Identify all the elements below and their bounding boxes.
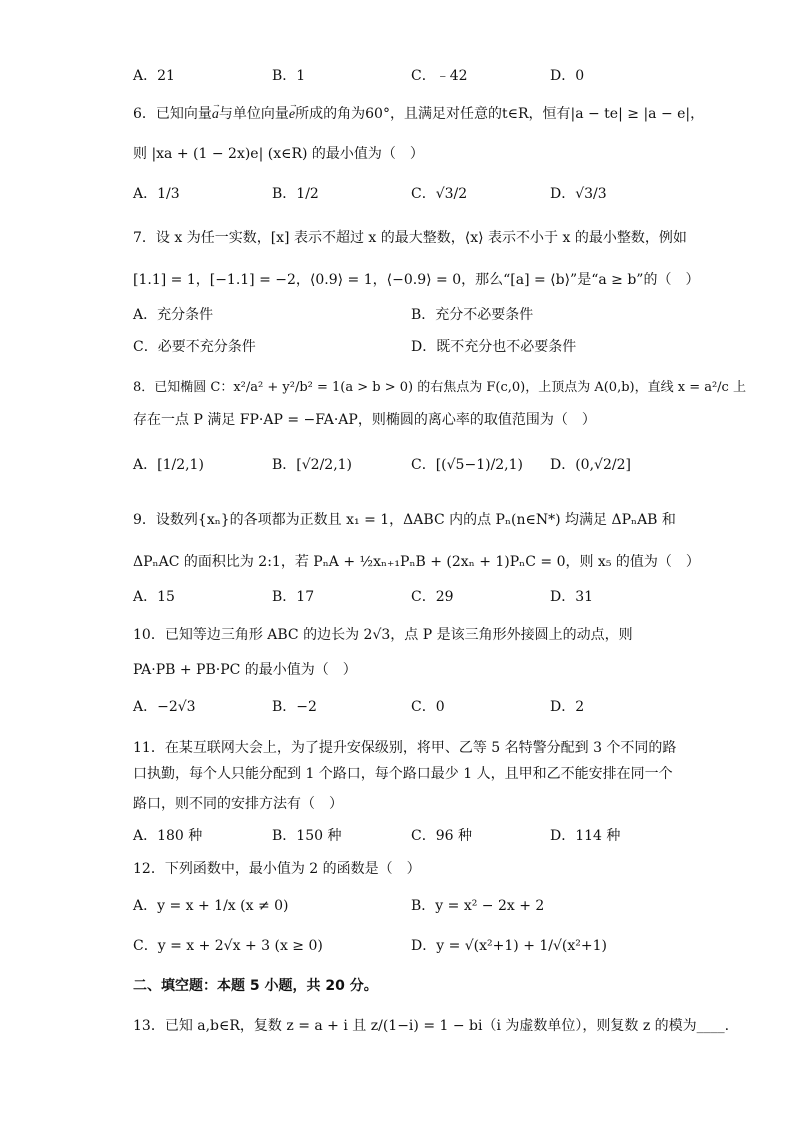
q5-option-d: D．0 xyxy=(550,68,585,84)
q8-stem-line1: 8．已知椭圆 C：x²/a² + y²/b² = 1(a > b > 0) 的右焦点为 F(c,0)，上顶点为 A(0,b)，直线 x = a²/c 上 xyxy=(133,380,746,395)
q9-stem-line1: 9．设数列{xₙ}的各项都为正数且 x₁ = 1，ΔABC 内的点 Pₙ(n∈N*) 均满足 ΔPₙAB 和 xyxy=(133,512,676,528)
q11-stem-line1: 11．在某互联网大会上，为了提升安保级别，将甲、乙等 5 名特警分配到 3 个不同的路 xyxy=(133,740,677,756)
vector-a: → a xyxy=(212,105,219,125)
q6-option-d: D．√3/3 xyxy=(550,186,607,202)
q11-option-b: B．150 种 xyxy=(272,828,342,844)
q8-option-c: C．[(√5−1)/2,1) xyxy=(411,457,524,473)
q11-stem-line2: 口执勤，每个人只能分配到 1 个路口，每个路口最少 1 人，且甲和乙不能安排在同一个 xyxy=(133,766,673,782)
section-2-title: 二、填空题：本题 5 小题，共 20 分。 xyxy=(133,978,378,994)
q11-stem-line3: 路口，则不同的安排方法有（ ） xyxy=(133,796,343,812)
q12-option-c: C．y = x + 2√x + 3 (x ≥ 0) xyxy=(133,938,323,954)
q6-stem-part2: 与单位向量 xyxy=(218,106,289,122)
q9-option-c: C．29 xyxy=(411,589,454,605)
q7-option-a: A．充分条件 xyxy=(133,307,214,323)
vector-e: → e xyxy=(289,105,295,125)
q6-option-c: C．√3/2 xyxy=(411,186,468,202)
q6-stem-part3: 所成的角为60°，且满足对任意的t∈R，恒有|a − te| ≥ |a − e|， xyxy=(295,106,705,122)
q12-option-b: B．y = x² − 2x + 2 xyxy=(411,898,545,914)
q9-option-d: D．31 xyxy=(550,589,594,605)
q12-stem: 12．下列函数中，最小值为 2 的函数是（ ） xyxy=(133,861,421,877)
q11-option-c: C．96 种 xyxy=(411,828,472,844)
q6-stem-part1: 6．已知向量 xyxy=(133,106,212,122)
q6-option-b: B．1/2 xyxy=(272,186,319,202)
q10-option-d: D．2 xyxy=(550,699,585,715)
q12-option-d: D．y = √(x²+1) + 1/√(x²+1) xyxy=(411,938,607,954)
q10-stem-line2: PA·PB + PB·PC 的最小值为（ ） xyxy=(133,662,357,678)
q6-stem-line2: 则 |xa + (1 − 2x)e| (x∈R) 的最小值为（ ） xyxy=(133,146,424,162)
q11-option-d: D．114 种 xyxy=(550,828,621,844)
q10-stem-line1: 10．已知等边三角形 ABC 的边长为 2√3，点 P 是该三角形外接圆上的动点，则 xyxy=(133,627,633,643)
q7-option-b: B．充分不必要条件 xyxy=(411,307,534,323)
q8-stem-line2: 存在一点 P 满足 FP·AP = −FA·AP，则椭圆的离心率的取值范围为（ ） xyxy=(133,412,596,428)
q7-option-c: C．必要不充分条件 xyxy=(133,339,256,355)
q6-stem-line1 xyxy=(133,104,704,125)
q7-stem-line1: 7．设 x 为任一实数，[x] 表示不超过 x 的最大整数，⟨x⟩ 表示不小于 x 的最小整数，例如 xyxy=(133,230,687,246)
q5-option-a: A．21 xyxy=(133,68,175,84)
q6-option-a: A．1/3 xyxy=(133,186,180,202)
q8-option-a: A．[1/2,1) xyxy=(133,457,204,473)
q11-option-a: A．180 种 xyxy=(133,828,203,844)
q10-option-a: A．−2√3 xyxy=(133,699,196,715)
q5-option-b: B．1 xyxy=(272,68,306,84)
q10-option-c: C．0 xyxy=(411,699,445,715)
q8-option-d: D．(0,√2/2] xyxy=(550,457,631,473)
q9-option-a: A．15 xyxy=(133,589,175,605)
q8-option-b: B．[√2/2,1) xyxy=(272,457,353,473)
q9-stem-line2: ΔPₙAC 的面积比为 2:1，若 PₙA + ½xₙ₊₁PₙB + (2xₙ + 1)PₙC = 0，则 x₅ 的值为（ ） xyxy=(133,554,700,570)
q7-stem-line2: [1.1] = 1，[−1.1] = −2，⟨0.9⟩ = 1，⟨−0.9⟩ = 0，那么“[a] = ⟨b⟩”是“a ≥ b”的（ ） xyxy=(133,272,700,288)
q9-option-b: B．17 xyxy=(272,589,315,605)
q13-stem: 13．已知 a,b∈R，复数 z = a + i 且 z/(1−i) = 1 − bi（i 为虚数单位），则复数 z 的模为____. xyxy=(133,1018,730,1034)
q10-option-b: B．−2 xyxy=(272,699,317,715)
q5-option-c: C．﹣42 xyxy=(411,68,468,84)
q7-option-d: D．既不充分也不必要条件 xyxy=(411,339,577,355)
q12-option-a: A．y = x + 1/x (x ≠ 0) xyxy=(133,898,289,914)
